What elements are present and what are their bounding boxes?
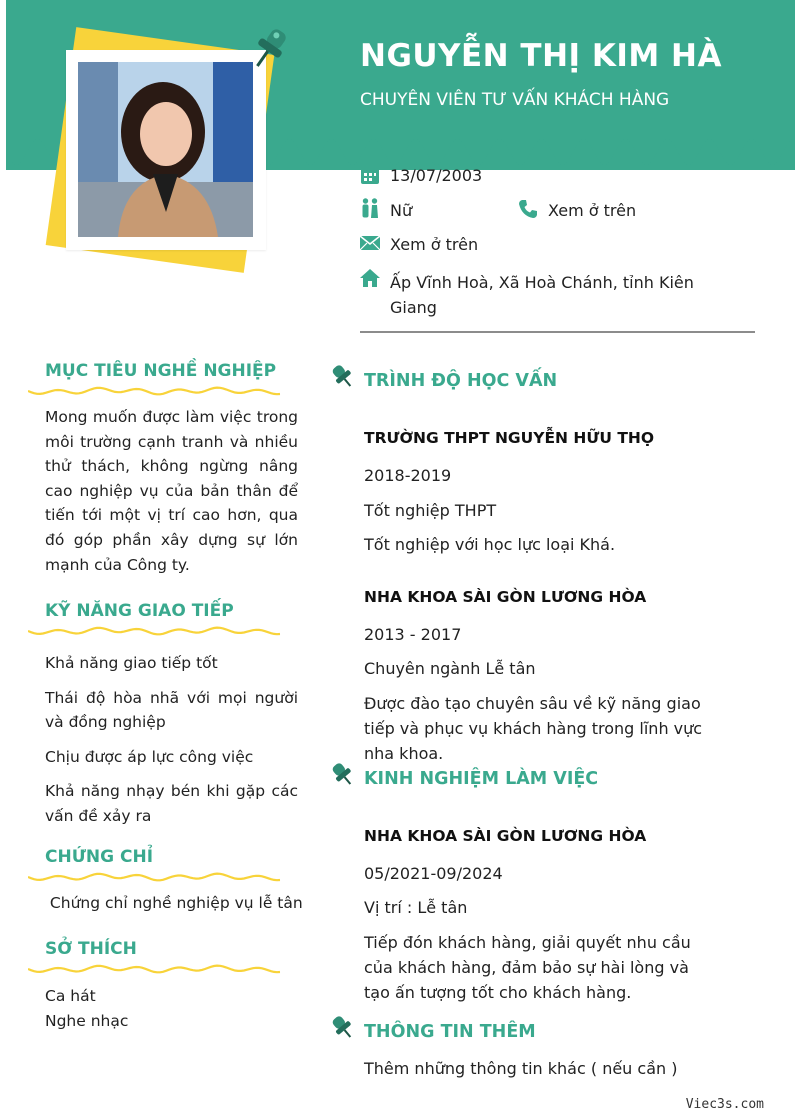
education-school: NHA KHOA SÀI GÒN LƯƠNG HÒA [364, 588, 647, 606]
experience-company: NHA KHOA SÀI GÒN LƯƠNG HÒA [364, 827, 647, 845]
certificates-underline [28, 870, 284, 884]
education-period: 2013 - 2017 [364, 625, 462, 644]
skill-item: Khả năng nhạy bén khi gặp các vấn đề xảy ra [45, 782, 298, 825]
candidate-name: NGUYỄN THỊ KIM HÀ [360, 38, 722, 74]
home-icon [360, 269, 380, 287]
education-pin-icon [328, 362, 356, 390]
education-school: TRƯỜNG THPT NGUYỄN HỮU THỌ [364, 429, 655, 447]
email-icon [360, 235, 380, 251]
profile-photo [78, 62, 253, 237]
hobby-item: Ca hát [45, 987, 96, 1005]
birthday-value: 13/07/2003 [390, 166, 483, 185]
education-heading: TRÌNH ĐỘ HỌC VẤN [364, 371, 558, 391]
pushpin-icon [246, 22, 294, 74]
hobby-item: Nghe nhạc [45, 1011, 129, 1030]
hobbies-list [45, 984, 298, 1033]
experience-period: 05/2021-09/2024 [364, 864, 503, 883]
skills-heading: KỸ NĂNG GIAO TIẾP [45, 601, 234, 621]
skills-list [45, 651, 298, 829]
education-major: Chuyên ngành Lễ tân [364, 659, 536, 678]
education-detail: Tốt nghiệp với học lực loại Khá. [364, 535, 616, 554]
extra-pin-icon [328, 1013, 356, 1041]
education-major: Tốt nghiệp THPT [364, 501, 497, 520]
calendar-icon [360, 165, 380, 185]
address-value: Ấp Vĩnh Hoà, Xã Hoà Chánh, tỉnh Kiên Giang [390, 273, 694, 317]
objective-heading: MỤC TIÊU NGHỀ NGHIỆP [45, 361, 277, 381]
hobbies-underline [28, 962, 284, 976]
extra-text: Thêm những thông tin khác ( nếu cần ) [364, 1059, 678, 1078]
certificates-heading: CHỨNG CHỈ [45, 847, 154, 867]
experience-heading: KINH NGHIỆM LÀM VIỆC [364, 769, 599, 789]
objective-text: Mong muốn được làm việc trong môi trường cạnh tranh và nhiều thử thách, không ngừng nâng cao nghiệp vụ của bản thân để tiến tới một vị trí cao hơn, qua đó góp phần xây dựng sự lớn mạnh của Công ty. [45, 408, 298, 574]
email-value: Xem ở trên [390, 235, 479, 254]
objective-underline [28, 384, 284, 398]
gender-value: Nữ [390, 201, 413, 220]
photo-frame [66, 50, 266, 250]
header-divider [360, 331, 755, 333]
skills-underline [28, 624, 284, 638]
phone-icon [518, 199, 538, 219]
education-period: 2018-2019 [364, 466, 452, 485]
skill-item: Thái độ hòa nhã với mọi người và đồng nghiệp [45, 688, 298, 732]
skill-item: Chịu được áp lực công việc [45, 747, 254, 766]
phone-value: Xem ở trên [548, 201, 637, 220]
extra-heading: THÔNG TIN THÊM [364, 1022, 536, 1042]
education-detail: Được đào tạo chuyên sâu về kỹ năng giao tiếp và phục vụ khách hàng trong lĩnh vực nha khoa. [364, 694, 703, 763]
skill-item: Khả năng giao tiếp tốt [45, 654, 218, 672]
certificate-item: Chứng chỉ nghề nghiệp vụ lễ tân [45, 894, 303, 912]
gender-icon [360, 198, 380, 218]
experience-detail: Tiếp đón khách hàng, giải quyết nhu cầu của khách hàng, đảm bảo sự hài lòng và tạo ấn tượng tốt cho khách hàng. [364, 933, 691, 1002]
job-title: CHUYÊN VIÊN TƯ VẤN KHÁCH HÀNG [360, 90, 670, 110]
hobbies-heading: SỞ THÍCH [45, 939, 137, 959]
experience-position: Vị trí : Lễ tân [364, 898, 468, 917]
experience-pin-icon [328, 760, 356, 788]
watermark: Viec3s.com [685, 1097, 764, 1112]
